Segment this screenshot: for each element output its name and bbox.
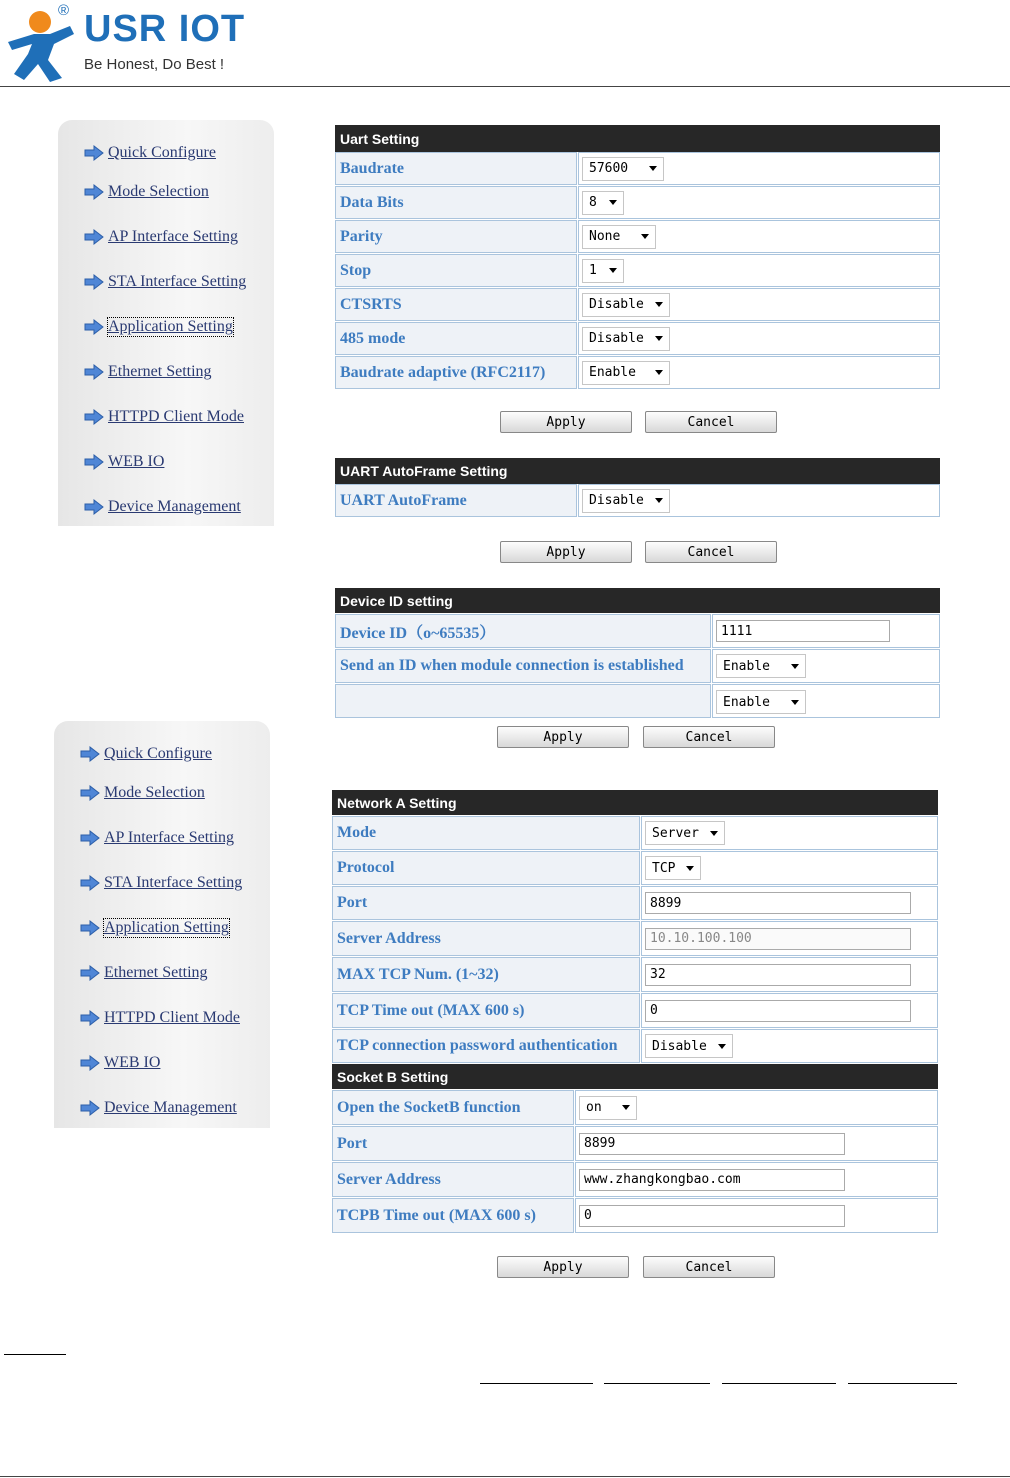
send-id-label: Send an ID when module connection is established — [335, 649, 711, 683]
sidebar-item-ap-interface[interactable] — [84, 228, 238, 246]
autoframe-table — [335, 458, 940, 518]
footer-underline — [722, 1383, 836, 1384]
data-bits-label: Data Bits — [335, 186, 577, 219]
footer-underline — [4, 1354, 66, 1355]
socket-b-row-port — [332, 1126, 938, 1161]
sidebar-item-label[interactable]: Mode Selection — [104, 784, 205, 801]
uart-apply-button[interactable]: Apply — [500, 411, 632, 433]
arrow-right-icon — [84, 364, 104, 380]
arrow-right-icon — [80, 920, 100, 936]
device-id-label: Device ID（o~65535） — [335, 614, 711, 648]
network-a-row-timeout — [332, 993, 938, 1028]
footer-underline — [848, 1383, 957, 1384]
chevron-down-icon — [622, 1105, 630, 1110]
tcp-timeout-input[interactable]: 0 — [645, 1000, 911, 1022]
stop-label: Stop — [335, 254, 577, 287]
sidebar-item-ethernet-setting[interactable] — [80, 964, 208, 982]
uart-row-baudrate — [335, 152, 940, 185]
device-id-table — [335, 588, 940, 710]
device-id-apply-button[interactable]: Apply — [497, 726, 629, 748]
partial-select[interactable]: Enable — [716, 690, 806, 714]
device-id-cancel-button[interactable]: Cancel — [643, 726, 775, 748]
autoframe-title: UART AutoFrame Setting — [335, 458, 940, 484]
socketb-open-label: Open the SocketB function — [332, 1090, 574, 1125]
arrow-right-icon — [80, 746, 100, 762]
registered-mark: ® — [58, 2, 70, 19]
sidebar-item-label[interactable]: Ethernet Setting — [104, 964, 208, 981]
arrow-right-icon — [80, 965, 100, 981]
sidebar-item-sta-interface[interactable] — [84, 273, 246, 291]
network-a-row-auth — [332, 1029, 938, 1063]
data-bits-select[interactable]: 8 — [582, 191, 624, 215]
sidebar-item-label[interactable]: Quick Configure — [108, 144, 216, 161]
sidebar-item-application-setting[interactable] — [84, 318, 233, 336]
sidebar-item-label[interactable]: Mode Selection — [108, 183, 209, 200]
arrow-right-icon — [80, 1010, 100, 1026]
sidebar-item-sta-interface[interactable] — [80, 874, 242, 892]
sidebar-item-device-management[interactable] — [80, 1099, 237, 1117]
network-a-row-maxtcp — [332, 957, 938, 992]
sidebar-item-quick-configure[interactable] — [80, 745, 212, 763]
arrow-right-icon — [80, 830, 100, 846]
tcp-timeout-label: TCP Time out (MAX 600 s) — [332, 993, 640, 1028]
sidebar-item-ap-interface[interactable] — [80, 829, 234, 847]
device-id-title: Device ID setting — [335, 588, 940, 613]
sidebar-item-mode-selection[interactable] — [80, 784, 205, 802]
sidebar-item-label[interactable]: Application Setting — [104, 919, 229, 936]
sidebar-item-web-io[interactable] — [84, 453, 164, 471]
socketb-timeout-input[interactable]: 0 — [579, 1205, 845, 1227]
port-label: Port — [332, 886, 640, 920]
chevron-down-icon — [655, 336, 663, 341]
protocol-label: Protocol — [332, 851, 640, 885]
device-id-row — [335, 614, 940, 648]
auth-label: TCP connection password authentication — [332, 1029, 640, 1063]
tagline: Be Honest, Do Best ! — [84, 56, 225, 73]
chevron-down-icon — [791, 700, 799, 705]
arrow-right-icon — [84, 274, 104, 290]
server-address-input[interactable]: 10.10.100.100 — [645, 928, 911, 950]
send-id-row — [335, 649, 940, 683]
sidebar-item-httpd-client[interactable] — [80, 1009, 240, 1027]
network-a-row-protocol — [332, 851, 938, 885]
chevron-down-icon — [710, 831, 718, 836]
autoframe-cancel-button[interactable]: Cancel — [645, 541, 777, 563]
protocol-select[interactable]: TCP — [645, 856, 701, 880]
sidebar-item-ethernet-setting[interactable] — [84, 363, 212, 381]
uart-row-stop — [335, 254, 940, 287]
mode-select[interactable]: Server — [645, 821, 725, 845]
ctsrts-label: CTSRTS — [335, 288, 577, 321]
arrow-right-icon — [84, 499, 104, 515]
sidebar-item-label[interactable]: WEB IO — [108, 453, 165, 470]
sidebar-item-label[interactable]: Application Setting — [108, 318, 233, 335]
network-a-row-server — [332, 921, 938, 956]
arrow-right-icon — [80, 1100, 100, 1116]
arrow-right-icon — [84, 184, 104, 200]
network-a-row-port — [332, 886, 938, 920]
socketb-server-label: Server Address — [332, 1162, 574, 1197]
arrow-right-icon — [84, 409, 104, 425]
sidebar-item-httpd-client[interactable] — [84, 408, 244, 426]
chevron-down-icon — [655, 498, 663, 503]
max-tcp-input[interactable]: 32 — [645, 964, 911, 986]
ctsrts-select[interactable]: Disable — [582, 293, 670, 317]
parity-select[interactable]: None — [582, 225, 656, 249]
sidebar-item-quick-configure[interactable] — [84, 144, 216, 162]
uart-setting-title: Uart Setting — [335, 125, 940, 152]
arrow-right-icon — [80, 1055, 100, 1071]
baudrate-label: Baudrate — [335, 152, 577, 185]
sidebar-item-mode-selection[interactable] — [84, 183, 209, 201]
chevron-down-icon — [649, 166, 657, 171]
sidebar-bottom — [54, 721, 270, 1128]
sidebar-item-label[interactable]: AP Interface Setting — [104, 829, 235, 846]
uart-row-parity — [335, 220, 940, 253]
arrow-right-icon — [80, 875, 100, 891]
sidebar-item-label[interactable]: HTTPD Client Mode — [104, 1009, 240, 1026]
socket-b-title: Socket B Setting — [332, 1064, 938, 1089]
brand-name: USR IOT — [84, 8, 246, 50]
device-id-row-partial — [335, 684, 940, 718]
chevron-down-icon — [791, 664, 799, 669]
arrow-right-icon — [84, 454, 104, 470]
rfc2117-select[interactable]: Enable — [582, 361, 670, 385]
autoframe-select[interactable]: Disable — [582, 489, 670, 513]
uart-cancel-button[interactable]: Cancel — [645, 411, 777, 433]
sidebar-item-label[interactable]: STA Interface Setting — [108, 273, 247, 290]
arrow-right-icon — [84, 319, 104, 335]
socketb-port-input[interactable]: 8899 — [579, 1133, 845, 1155]
port-input[interactable]: 8899 — [645, 892, 911, 914]
autoframe-row — [335, 484, 940, 517]
sidebar-item-label[interactable]: STA Interface Setting — [104, 874, 243, 891]
socket-b-row-timeout — [332, 1198, 938, 1233]
chevron-down-icon — [686, 866, 694, 871]
sidebar-item-application-setting[interactable] — [80, 919, 229, 937]
arrow-right-icon — [84, 145, 104, 161]
sidebar-item-label[interactable]: WEB IO — [104, 1054, 161, 1071]
network-cancel-button[interactable]: Cancel — [643, 1256, 775, 1278]
network-apply-button[interactable]: Apply — [497, 1256, 629, 1278]
arrow-right-icon — [80, 785, 100, 801]
chevron-down-icon — [641, 234, 649, 239]
device-id-input[interactable]: 1111 — [716, 620, 890, 642]
server-address-label: Server Address — [332, 921, 640, 956]
chevron-down-icon — [609, 268, 617, 273]
network-a-title: Network A Setting — [332, 790, 938, 815]
footer-divider — [0, 1476, 1010, 1477]
485-mode-label: 485 mode — [335, 322, 577, 355]
baudrate-select[interactable]: 57600 — [582, 157, 664, 181]
footer-underline — [604, 1383, 710, 1384]
chevron-down-icon — [609, 200, 617, 205]
uart-row-rfc2117 — [335, 356, 940, 389]
sidebar-item-label[interactable]: Quick Configure — [104, 745, 212, 762]
uart-row-data-bits — [335, 186, 940, 219]
rfc2117-label: Baudrate adaptive (RFC2117) — [335, 356, 577, 389]
footer-underline — [480, 1383, 593, 1384]
network-a-table — [332, 790, 938, 1233]
sidebar-item-device-management[interactable] — [84, 498, 241, 516]
socketb-timeout-label: TCPB Time out (MAX 600 s) — [332, 1198, 574, 1233]
uart-row-485-mode — [335, 322, 940, 355]
uart-row-ctsrts — [335, 288, 940, 321]
max-tcp-label: MAX TCP Num. (1~32) — [332, 957, 640, 992]
sidebar-item-label[interactable]: AP Interface Setting — [108, 228, 239, 245]
parity-label: Parity — [335, 220, 577, 253]
chevron-down-icon — [655, 370, 663, 375]
sidebar-item-web-io[interactable] — [80, 1054, 160, 1072]
chevron-down-icon — [718, 1044, 726, 1049]
header-divider — [0, 86, 1010, 87]
sidebar-item-label[interactable]: Device Management — [104, 1099, 237, 1116]
network-a-row-mode — [332, 816, 938, 850]
mode-label: Mode — [332, 816, 640, 850]
sidebar-item-label[interactable]: Ethernet Setting — [108, 363, 212, 380]
auth-select[interactable]: Disable — [645, 1034, 733, 1058]
socketb-port-label: Port — [332, 1126, 574, 1161]
autoframe-label: UART AutoFrame — [335, 484, 577, 517]
socket-b-row-open — [332, 1090, 938, 1125]
logo-figure-icon — [4, 4, 84, 84]
sidebar-top — [58, 120, 274, 526]
socketb-server-input[interactable]: www.zhangkongbao.com — [579, 1169, 845, 1191]
stop-select[interactable]: 1 — [582, 259, 624, 283]
autoframe-apply-button[interactable]: Apply — [500, 541, 632, 563]
sidebar-item-label[interactable]: Device Management — [108, 498, 241, 515]
uart-setting-table — [335, 125, 940, 389]
sidebar-item-label[interactable]: HTTPD Client Mode — [108, 408, 244, 425]
485-mode-select[interactable]: Disable — [582, 327, 670, 351]
socketb-open-select[interactable]: on — [579, 1096, 637, 1120]
send-id-select[interactable]: Enable — [716, 654, 806, 678]
chevron-down-icon — [655, 302, 663, 307]
arrow-right-icon — [84, 229, 104, 245]
socket-b-row-server — [332, 1162, 938, 1197]
